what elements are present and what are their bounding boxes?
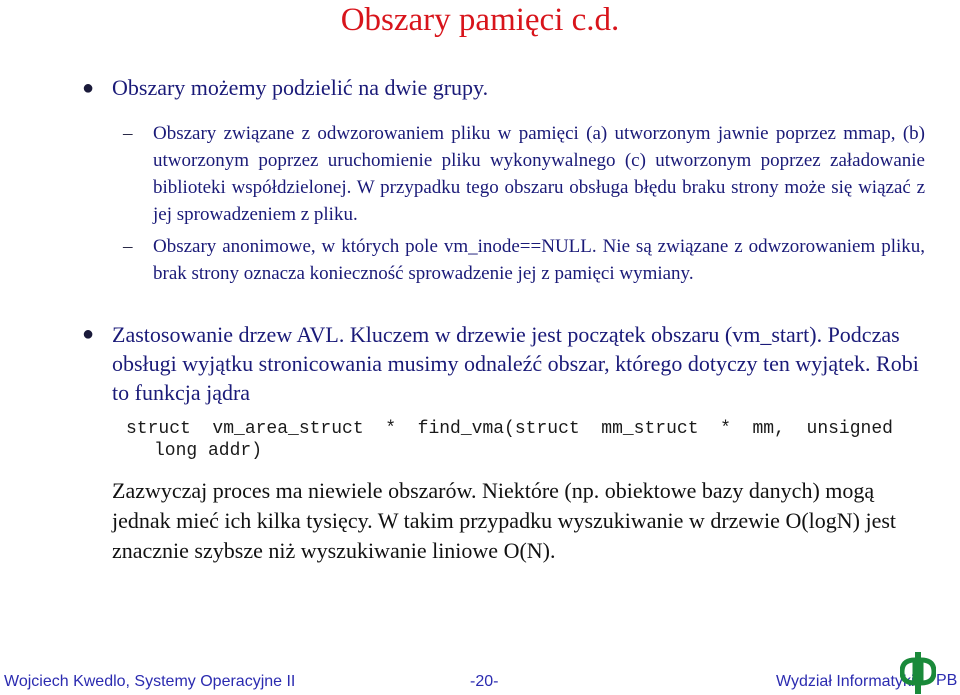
footer-page-number: -20- (470, 673, 499, 690)
logo-text: PB (936, 672, 958, 689)
dash-icon: – (123, 123, 133, 144)
bullet-item (82, 320, 927, 407)
code-line: struct vm_area_struct * find_vma(struct mm_struct * mm, unsigned (126, 419, 893, 439)
slide-title: Obszary pamięci c.d. (340, 2, 620, 38)
sub-bullet-text: Obszary anonimowe, w których pole vm_inode==NULL. Nie są związane z odwzorowaniem pliku, brak strony oznacza konieczność sprowadzenie jej z pamięci wymiany. (153, 236, 925, 284)
sub-bullet-text: Obszary związane z odwzorowaniem pliku w pamięci (a) utworzonym jawnie poprzez mmap, (b) utworzonym poprzez uruchomienie pliku wykonywalnego (c) utworzonym poprzez załadowanie biblioteki współdzielonej. W przypadku tego obszaru obsługa błędu braku strony może się wiązać z jej sprowadzeniem z pliku. (153, 123, 925, 225)
bullet-dot-icon: ● (82, 323, 95, 345)
logo-phi-icon (900, 652, 936, 694)
university-logo (900, 652, 956, 694)
code-line: long addr) (154, 441, 263, 461)
sub-bullet-item (123, 233, 925, 287)
sub-bullet-item (123, 120, 925, 228)
bullet-text: Obszary możemy podzielić na dwie grupy. (112, 75, 489, 100)
bullet-text: Zastosowanie drzew AVL. Kluczem w drzewie jest początek obszaru (vm_start). Podczas obsługi wyjątku stronicowania musimy odnaleźć obszar, którego dotyczy ten wyjątek. Robi to funkcja jądra (112, 322, 919, 405)
paragraph: Zazwyczaj proces ma niewiele obszarów. Niektóre (np. obiektowe bazy danych) mogą jednak mieć ich kilka tysięcy. W takim przypadku wyszukiwanie w drzewie O(logN) jest znacznie szybsze niż wyszukiwanie liniowe O(N). (112, 478, 897, 563)
dash-icon: – (123, 236, 133, 257)
footer-department: Wydział Informatyki (776, 673, 915, 690)
footer-author: Wojciech Kwedlo, Systemy Operacyjne II (4, 673, 296, 690)
bullet-item (82, 74, 932, 102)
bullet-dot-icon: ● (82, 77, 95, 99)
